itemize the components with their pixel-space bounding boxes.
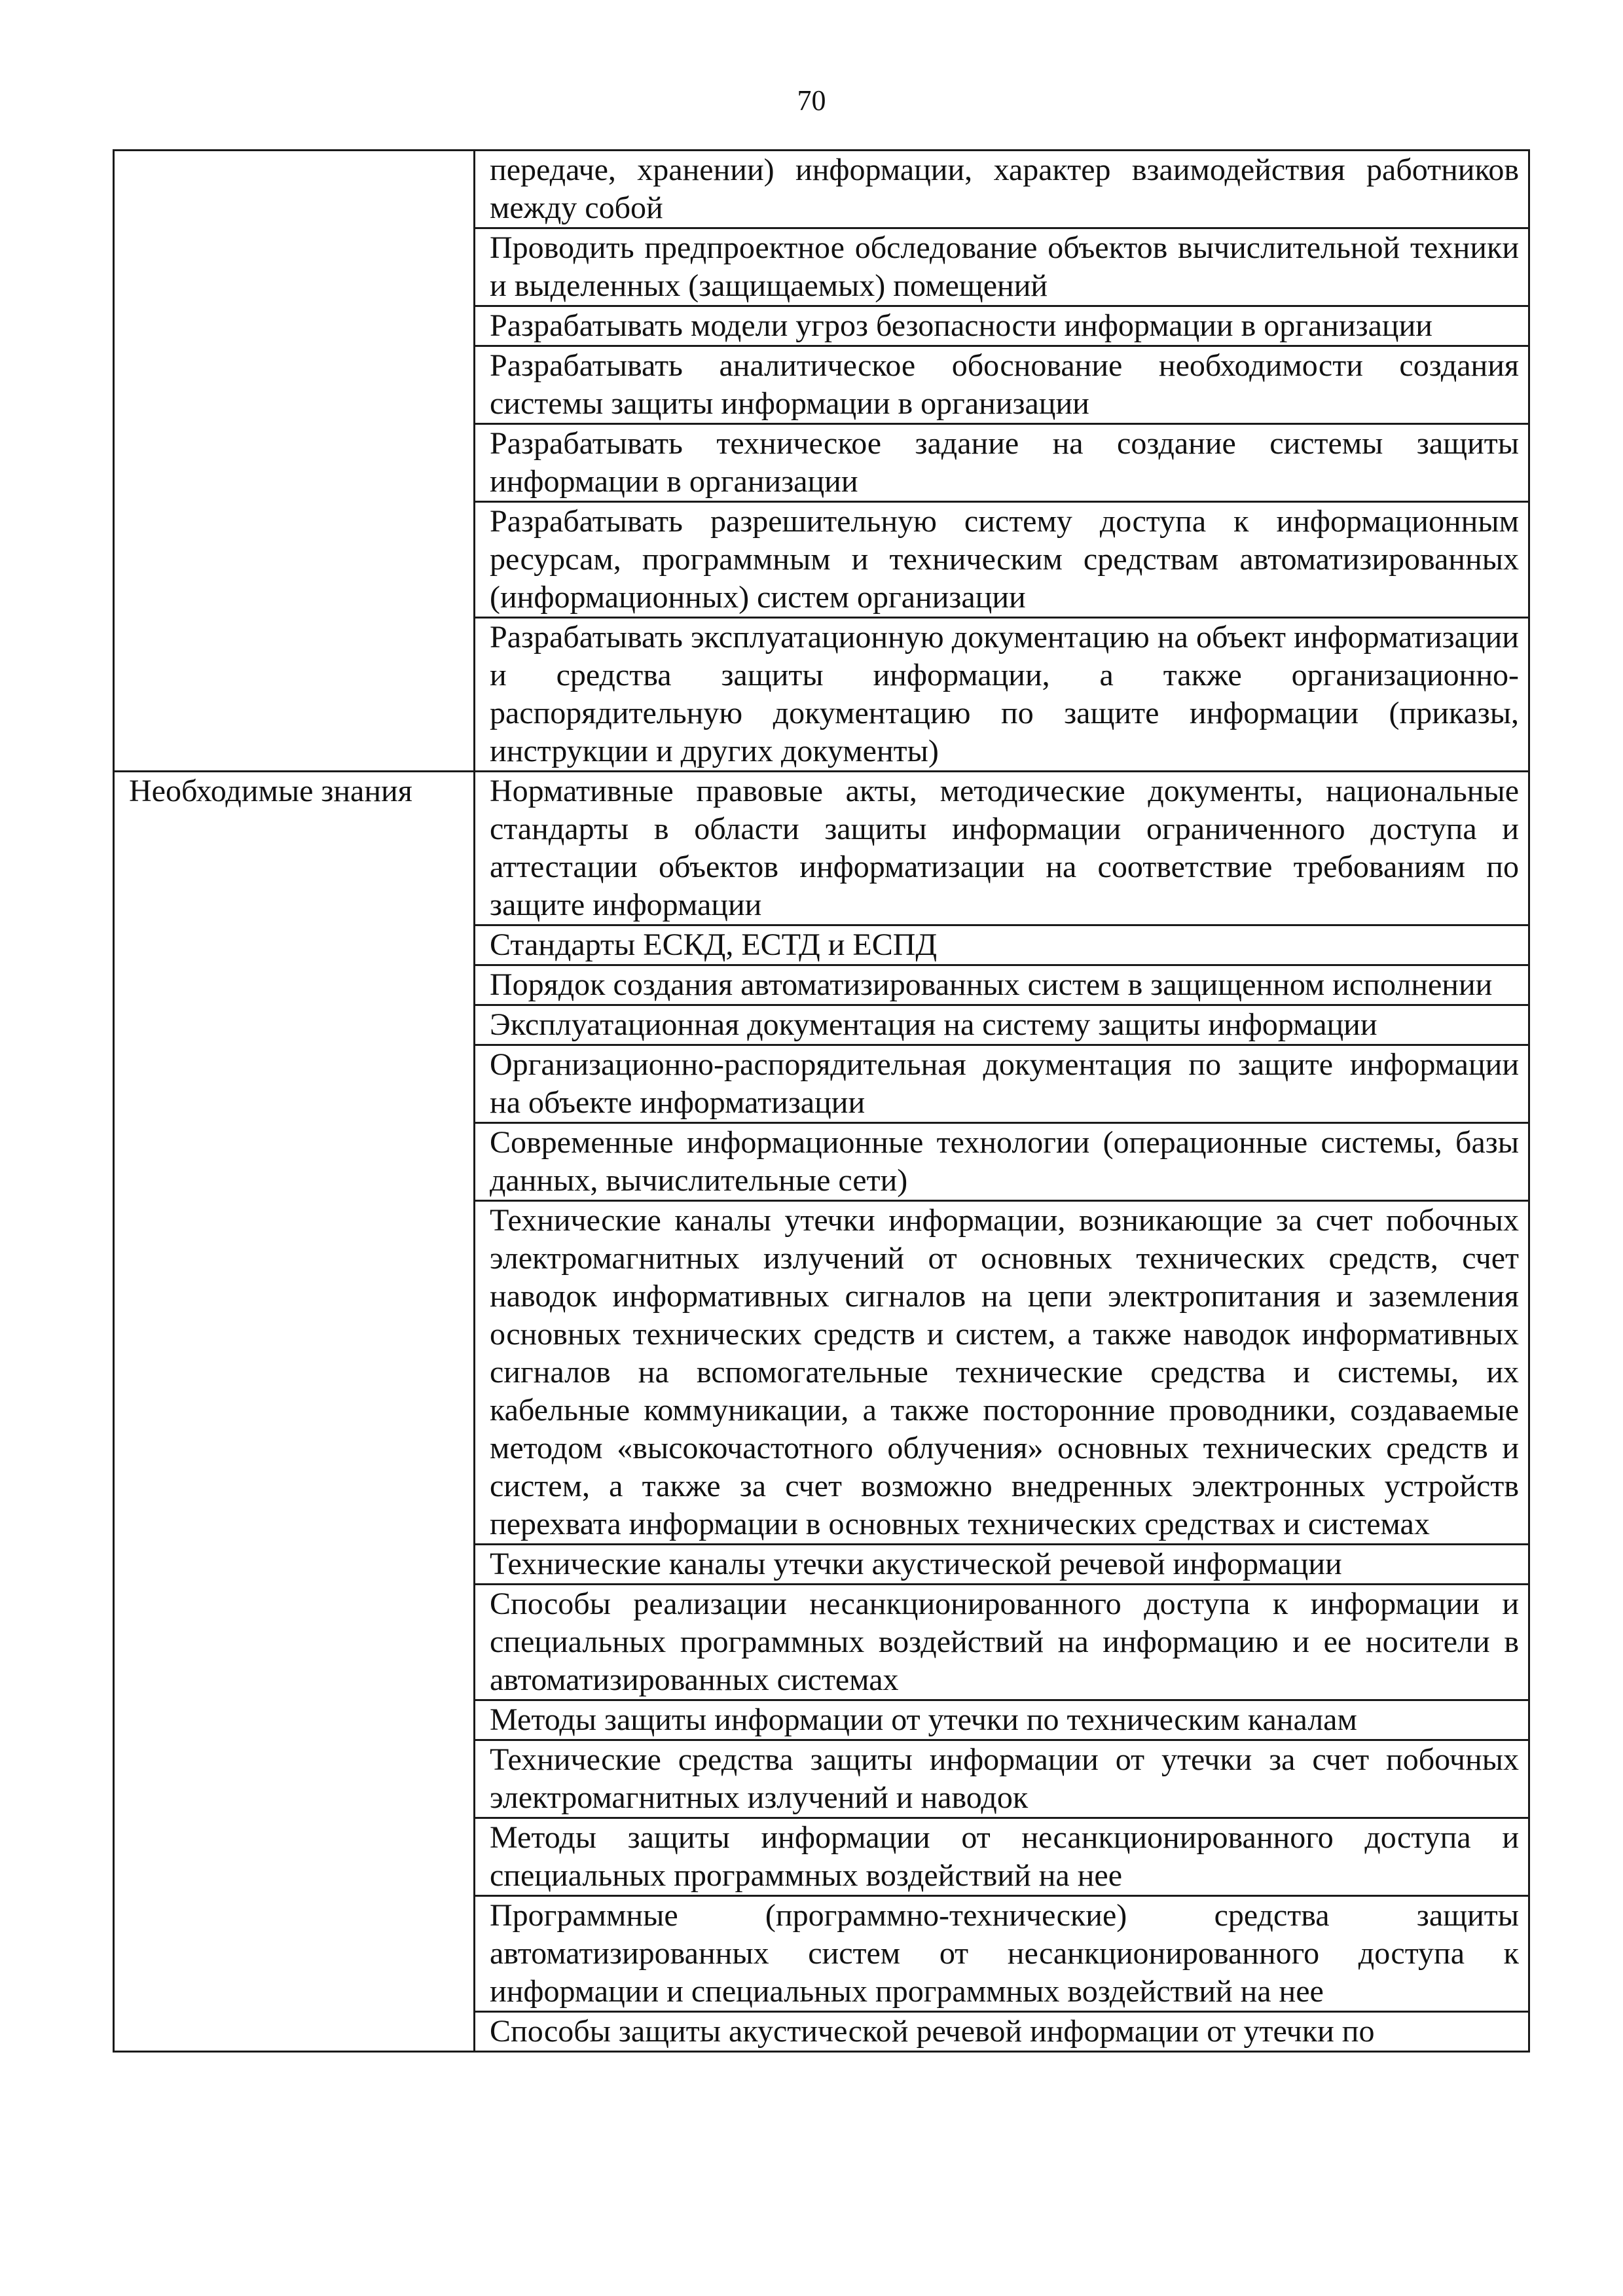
knowledge-item: Нормативные правовые акты, методические документы, национальные стандарты в области защиты информации ограниченного доступа и аттестации объектов информатизации на соответствие требованиям по защите информации	[475, 772, 1529, 925]
table-row	[114, 1045, 1529, 1123]
skill-item: Разрабатывать аналитическое обоснование необходимости создания системы защиты информации в организации	[475, 346, 1529, 424]
knowledge-item: Современные информационные технологии (операционные системы, базы данных, вычислительные сети)	[475, 1123, 1529, 1201]
table-row	[114, 1201, 1529, 1545]
table-row	[114, 1896, 1529, 2012]
table-row	[114, 772, 1529, 925]
knowledge-item: Методы защиты информации от несанкционированного доступа и специальных программных воздействий на нее	[475, 1818, 1529, 1896]
knowledge-item: Порядок создания автоматизированных систем в защищенном исполнении	[475, 965, 1529, 1005]
table-row	[114, 2012, 1529, 2052]
knowledge-item: Технические каналы утечки информации, возникающие за счет побочных электромагнитных излучений от основных технических средств, счет наводок информативных сигналов на цепи электропитания и заземления основных технических средств и систем, а также наводок информативных сигналов на вспомогательные технические средства и системы, их кабельные коммуникации, а также посторонние проводники, создаваемые методом «высокочастотного облучения» основных технических средств и систем, а также за счет возможно внедренных электронных устройств перехвата информации в основных технических средствах и системах	[475, 1201, 1529, 1545]
table-row	[114, 306, 1529, 346]
skill-item: Разрабатывать разрешительную систему доступа к информационным ресурсам, программным и техническим средствам автоматизированных (информационных) систем организации	[475, 502, 1529, 618]
table-row	[114, 502, 1529, 618]
table-row	[114, 1740, 1529, 1818]
table-row	[114, 1123, 1529, 1201]
table-row	[114, 346, 1529, 424]
knowledge-item: Стандарты ЕСКД, ЕСТД и ЕСПД	[475, 925, 1529, 965]
knowledge-item: Способы реализации несанкционированного доступа к информации и специальных программных воздействий на информацию и ее носители в автоматизированных системах	[475, 1585, 1529, 1700]
table-row	[114, 1700, 1529, 1740]
page-number: 70	[797, 84, 826, 117]
skill-item: Разрабатывать модели угроз безопасности информации в организации	[475, 306, 1529, 346]
skill-item: Проводить предпроектное обследование объектов вычислительной техники и выделенных (защищаемых) помещений	[475, 228, 1529, 306]
skill-item: Разрабатывать техническое задание на создание системы защиты информации в организации	[475, 424, 1529, 502]
table-row	[114, 228, 1529, 306]
table-row	[114, 151, 1529, 228]
table-row	[114, 1585, 1529, 1700]
table-row	[114, 1818, 1529, 1896]
skill-item: передаче, хранении) информации, характер взаимодействия работников между собой	[475, 151, 1529, 228]
table-row	[114, 1005, 1529, 1045]
table-row	[114, 965, 1529, 1005]
knowledge-item: Организационно-распорядительная документация по защите информации на объекте информатизации	[475, 1045, 1529, 1123]
table-row	[114, 1545, 1529, 1585]
knowledge-item: Способы защиты акустической речевой информации от утечки по	[475, 2012, 1529, 2052]
competency-table	[113, 149, 1530, 2053]
table-row	[114, 618, 1529, 772]
skill-item: Разрабатывать эксплуатационную документацию на объект информатизации и средства защиты информации, а также организационно-распорядительную документацию по защите информации (приказы, инструкции и других документы)	[475, 618, 1529, 772]
knowledge-label-cell: Необходимые знания	[114, 772, 475, 925]
skills-label-cell	[114, 151, 475, 228]
knowledge-item: Методы защиты информации от утечки по техническим каналам	[475, 1700, 1529, 1740]
knowledge-item: Программные (программно-технические) средства защиты автоматизированных систем от несанкционированного доступа к информации и специальных программных воздействий на нее	[475, 1896, 1529, 2012]
knowledge-item: Эксплуатационная документация на систему защиты информации	[475, 1005, 1529, 1045]
knowledge-item: Технические средства защиты информации от утечки за счет побочных электромагнитных излучений и наводок	[475, 1740, 1529, 1818]
table-row	[114, 925, 1529, 965]
table-row	[114, 424, 1529, 502]
knowledge-item: Технические каналы утечки акустической речевой информации	[475, 1545, 1529, 1585]
